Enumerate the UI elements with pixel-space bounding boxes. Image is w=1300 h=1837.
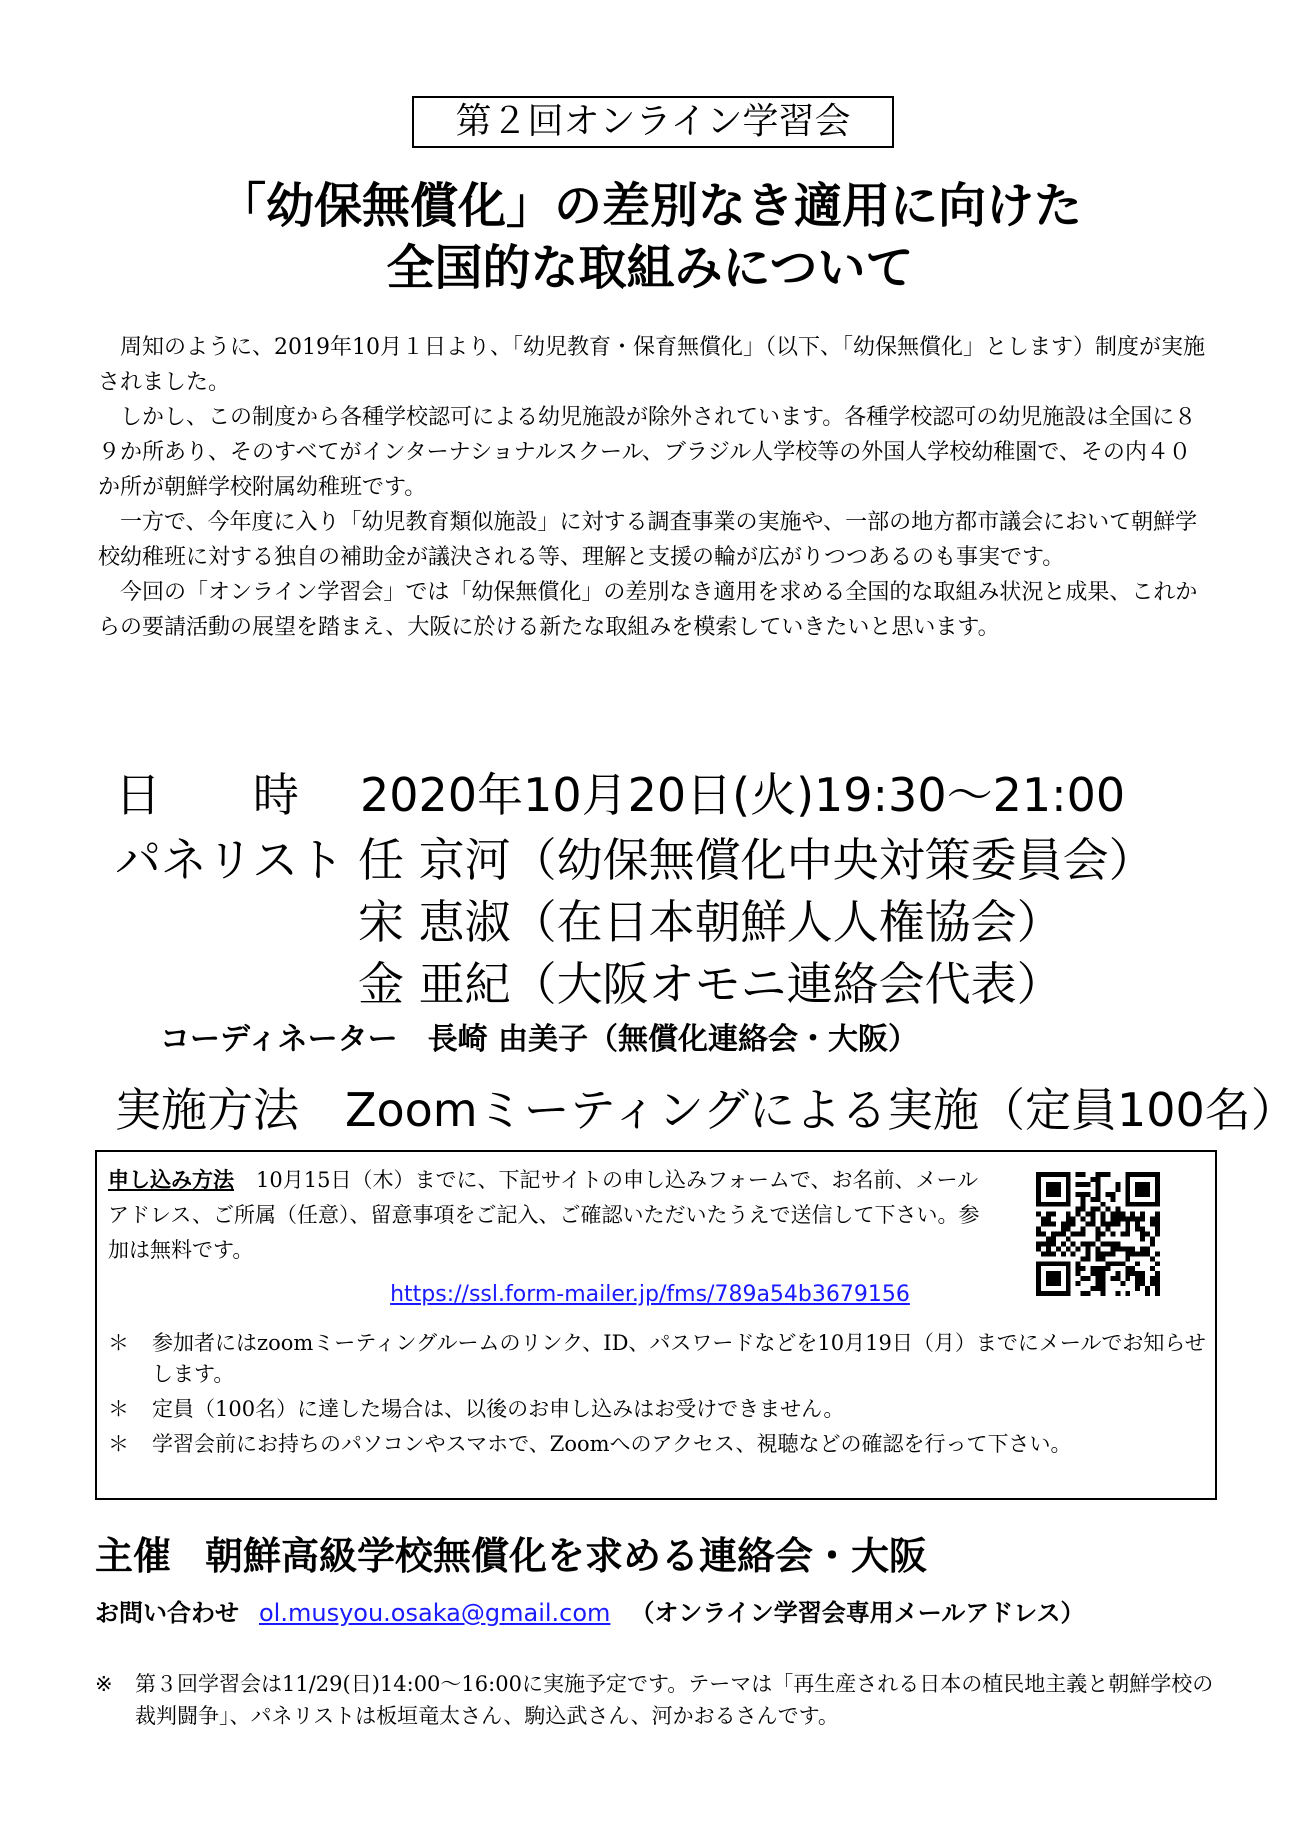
footer-note [95,1668,1225,1732]
application-label: 申し込み方法 [108,1168,234,1192]
note-item [108,1429,1208,1460]
note-mark: ＊ [108,1397,129,1421]
panelist-entry: 任 京河（幼保無償化中央対策委員会） [358,833,1155,887]
schedule-value: 2020年10月20日(火)19:30～21:00 [360,768,1126,822]
footer-mark: ※ [95,1672,113,1696]
note-item [108,1328,1208,1390]
contact [95,1595,1085,1631]
intro-text [98,330,1208,645]
organizer [95,1530,927,1582]
organizer-name: 朝鮮高級学校無償化を求める連絡会・大阪 [205,1534,928,1578]
note-mark: ＊ [108,1331,129,1355]
contact-note: （オンライン学習会専用メールアドレス） [630,1599,1085,1627]
contact-label: お問い合わせ [95,1599,239,1627]
series-label: 第２回オンライン学習会 [412,96,894,148]
panelists-label: パネリスト [115,833,345,887]
qr-code-icon[interactable] [1036,1172,1160,1296]
footer-text: 第３回学習会は11/29(日)14:00～16:00に実施予定です。テーマは「再生産される日本の植民地主義と朝鮮学校の裁判闘争」、パネリストは板垣竜太さん、駒込武さん、河かおるさんです。 [135,1672,1214,1728]
organizer-label: 主催 [95,1534,172,1578]
application-body: 10月15日（木）までに、下記サイトの申し込みフォームで、お名前、メールアドレス、ご所属（任意）、留意事項をご記入、ご確認いただいたうえで送信して下さい。参加は無料です。 [108,1168,980,1262]
note-mark: ＊ [108,1432,129,1456]
panelist-entry: 金 亜紀（大阪オモニ連絡会代表） [358,957,1063,1011]
title-line-1: 「幼保無償化」の差別なき適用に向けた [217,178,1082,234]
note-text: 定員（100名）に達した場合は、以後のお申し込みはお受けできません。 [152,1397,845,1421]
intro-paragraph: 一方で、今年度に入り「幼児教育類似施設」に対する調査事業の実施や、一部の地方都市議会において朝鮮学校幼稚班に対する独自の補助金が議決される等、理解と支援の輪が広がりつつあるのも事実です。 [98,510,1198,570]
application-url-link[interactable]: https://ssl.form-mailer.jp/fms/789a54b3679156 [390,1282,910,1307]
schedule-label: 日 時 [115,768,299,822]
intro-paragraph: 周知のように、2019年10月１日より、「幼児教育・保育無償化」（以下、「幼保無償化」とします）制度が実施されました。 [98,335,1205,395]
contact-email-link[interactable]: ol.musyou.osaka@gmail.com [259,1599,611,1627]
coordinator: コーディネーター 長崎 由美子（無償化連絡会・大阪） [160,1022,919,1057]
intro-paragraph: 今回の「オンライン学習会」では「幼保無償化」の差別なき適用を求める全国的な取組み状況と成果、これからの要請活動の展望を踏まえ、大阪に於ける新たな取組みを模索していきたいと思います。 [98,580,1198,640]
application-text [108,1163,988,1268]
note-text: 学習会前にお持ちのパソコンやスマホで、Zoomへのアクセス、視聴などの確認を行って下さい。 [152,1432,1072,1456]
intro-paragraph: しかし、この制度から各種学校認可による幼児施設が除外されています。各種学校認可の幼児施設は全国に８９か所あり、そのすべてがインターナショナルスクール、ブラジル人学校等の外国人学校幼稚園で、その内４０か所が朝鮮学校附属幼稚班です。 [98,405,1197,500]
note-item [108,1394,1208,1425]
title-line-2: 全国的な取組みについて [386,240,914,296]
method: 実施方法 Zoomミーティングによる実施（定員100名） [115,1083,1297,1137]
note-text: 参加者にはzoomミーティングルームのリンク、ID、パスワードなどを10月19日（月）までにメールでお知らせします。 [152,1331,1206,1386]
panelist-entry: 宋 恵淑（在日本朝鮮人人権協会） [358,895,1063,949]
notes-list [108,1328,1208,1464]
